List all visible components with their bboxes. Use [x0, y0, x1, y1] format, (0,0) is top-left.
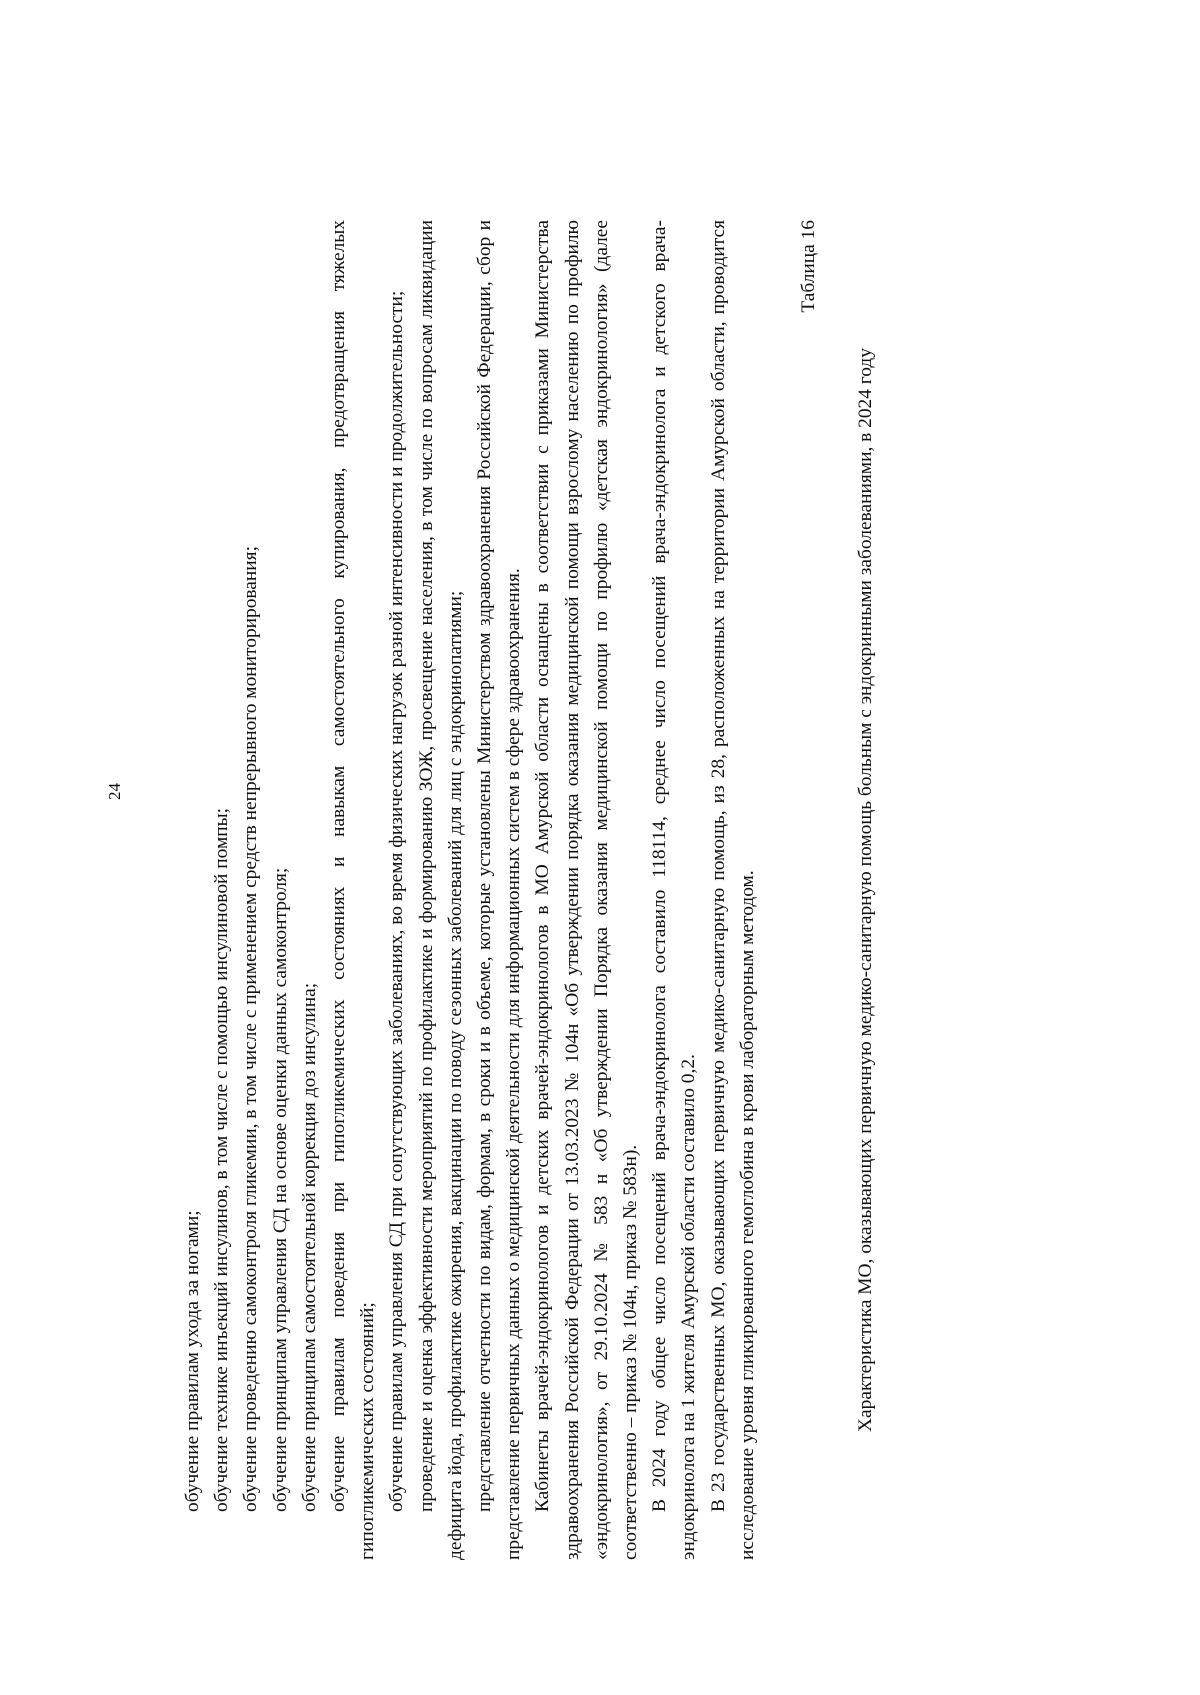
- rotated-content: [178, 220, 958, 1560]
- paragraph-9: представление отчетности по видам, формам, в сроки и в объеме, которые установлены Министерством здравоохранения Российской Федерации, сбор и представление первичных данных о медицинской деятельности для информационных систем в сфере здравоохранения.: [474, 220, 525, 1560]
- paragraph-10: Кабинеты врачей-эндокринологов и детских врачей-эндокринологов в МО Амурской области оснащены в соответствии с приказами Министерства здравоохранения Российской Федерации от 13.03.2023 № 104н «Об утверждении порядка оказания медицинской помощи взрослому населению по профилю «эндокринология», от 29.10.2024 № 583 н «Об утверждении Порядка оказания медицинской помощи по профилю «детская эндокринология» (далее соответственно – приказ № 104н, приказ № 583н).: [532, 220, 642, 1560]
- table-caption: Таблица 16: [798, 220, 820, 313]
- paragraph-11: В 2024 году общее число посещений врача-эндокринолога составило 118114, среднее число посещений врача-эндокринолога и детского врача-эндокринолога на 1 жителя Амурской области составило 0,2.: [649, 220, 700, 1560]
- paragraph-7: обучение правилам управления СД при сопутствующих заболеваниях, во время физических нагрузок разной интенсивности и продолжительности;: [386, 290, 408, 1512]
- paragraph-5: обучение принципам самостоятельной коррекция доз инсулина;: [298, 982, 320, 1512]
- paragraph-6: обучение правилам поведения при гипогликемических состояниях и навыкам самостоятельного купирования, предотвращения тяжелых гипогликемических состояний;: [328, 220, 379, 1560]
- paragraph-3: обучение проведению самоконтроля гликемии, в том числе с применением средств непрерывного мониторирования;: [240, 546, 262, 1512]
- page-number: 24: [105, 783, 124, 800]
- paragraph-4: обучение принципам управления СД на основе оценки данных самоконтроля;: [269, 867, 291, 1512]
- paragraph-8: проведение и оценка эффективности мероприятий по профилактике и формированию ЗОЖ, просвещение населения, в том числе по вопросам ликвидации дефицита йода, профилактике ожирения, вакцинации по поводу сезонных заболеваний для лиц с эндокринопатиями;: [415, 220, 466, 1560]
- paragraph-2: обучение технике инъекций инсулинов, в том числе с помощью инсулиновой помпы;: [211, 807, 233, 1512]
- paragraph-1: обучение правилам ухода за ногами;: [182, 1210, 203, 1512]
- paragraph-12: В 23 государственных МО, оказывающих первичную медико-санитарную помощь, из 28, расположенных на территории Амурской области, проводится исследование уровня гликированного гемоглобина в крови лабораторным методом.: [707, 220, 758, 1560]
- table-title: Характеристика МО, оказывающих первичную медико-санитарную помощь больным с эндокринными заболеваниями, в 2024 году: [855, 348, 877, 1432]
